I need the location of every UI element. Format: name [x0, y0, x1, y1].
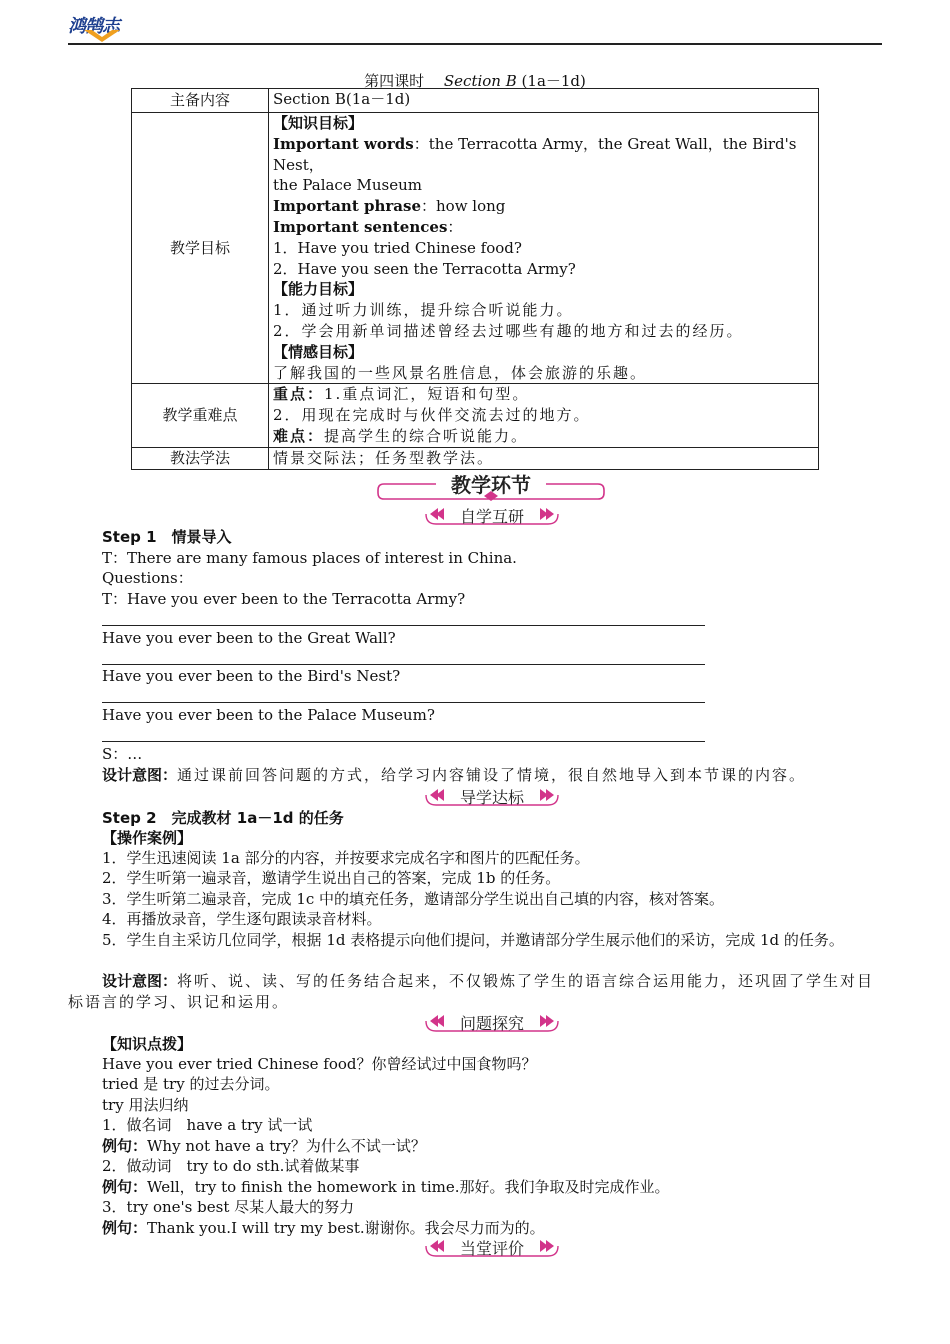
knowledge-line-6: 3．try one's best 尽某人最大的努力	[102, 1198, 355, 1216]
sentence-2: 2．Have you seen the Terracotta Army?	[273, 259, 576, 278]
banner-evaluate-label: 当堂评价	[459, 1239, 524, 1258]
step2-item-4: 4．再播放录音，学生逐句跟读录音材料。	[102, 910, 382, 928]
knowledge-line-2: tried 是 try 的过去分词。	[102, 1075, 280, 1093]
emotion-heading: 【情感目标】	[273, 342, 364, 361]
step2-title: Step 2 完成教材 1a－1d 的任务	[102, 809, 344, 827]
banner-explore	[422, 1009, 562, 1033]
lesson-title: 第四课时 Section B (1a－1d)	[364, 72, 586, 90]
keypoints-cell	[269, 384, 819, 447]
main-content-label: 主备内容	[132, 89, 269, 113]
table-row	[132, 384, 819, 447]
header-rule	[68, 43, 882, 45]
example-1: 例句：Why not have a try？为什么不试一试？	[102, 1137, 426, 1155]
answer-blank-1[interactable]	[102, 625, 705, 626]
step1-q3: Have you ever been to the Bird's Nest?	[102, 667, 401, 685]
knowledge-line-1: Have you ever tried Chinese food？你曾经试过中国食物吗？	[102, 1055, 537, 1073]
banner-guide-label: 导学达标	[459, 788, 524, 807]
logo-text: 鸿鹄志	[68, 16, 119, 37]
main-content-value: Section B(1a－1d)	[269, 89, 819, 113]
important-words: Important words：the Terracotta Army，the Great Wall，the Bird's Nest，	[273, 134, 797, 174]
methods-value: 情景交际法；任务型教学法。	[269, 447, 819, 469]
banner-explore-label: 问题探究	[459, 1014, 524, 1033]
step1-questions-label: Questions：	[102, 569, 193, 587]
banner-main-label: 教学环节	[451, 473, 531, 497]
table-row	[132, 447, 819, 469]
step1-title: Step 1 情景导入	[102, 528, 232, 546]
knowledge-heading: 【知识目标】	[273, 114, 364, 132]
banner-self-study-label: 自学互研	[459, 507, 524, 526]
example-3: 例句：Thank you.I will try my best.谢谢你。我会尽力而为的。	[102, 1219, 545, 1237]
step1-intro: T：There are many famous places of interest in China.	[102, 549, 517, 567]
key-point: 重点：1.重点词汇，短语和句型。	[273, 385, 530, 404]
banner-self-study	[422, 502, 562, 526]
ability-2: 2．学会用新单词描述曾经去过哪些有趣的地方和过去的经历。	[273, 321, 744, 340]
logo	[68, 8, 140, 44]
step2-item-2: 2．学生听第一遍录音，邀请学生说出自己的答案，完成 1b 的任务。	[102, 869, 561, 887]
knowledge-heading: 【知识点拨】	[102, 1035, 193, 1053]
methods-label: 教法学法	[132, 447, 269, 469]
step1-q4: Have you ever been to the Palace Museum?	[102, 706, 435, 724]
key-point-2: 2．用现在完成时与伙伴交流去过的地方。	[273, 406, 591, 425]
sentence-1: 1．Have you tried Chinese food?	[273, 238, 522, 257]
banner-guide	[422, 783, 562, 807]
step2-design: 设计意图：将听、说、读、写的任务结合起来，不仅锻炼了学生的语言综合运用能力，还巩固了学生对目标语言的学习、识记和运用。	[68, 972, 875, 1011]
objectives-label: 教学目标	[132, 113, 269, 384]
ability-1: 1．通过听力训练，提升综合听说能力。	[273, 301, 574, 320]
keypoints-label: 教学重难点	[132, 384, 269, 447]
step1-design: 设计意图：通过课前回答问题的方式，给学习内容铺设了情境，很自然地导入到本节课的内容。	[102, 766, 807, 784]
ability-heading: 【能力目标】	[273, 280, 364, 299]
important-phrase: Important phrase：how long	[273, 197, 506, 216]
step2-item-5: 5．学生自主采访几位同学，根据 1d 表格提示向他们提问，并邀请部分学生展示他们的采访，完成 1d 的任务。	[102, 931, 844, 949]
emotion-1: 了解我国的一些风景名胜信息，体会旅游的乐趣。	[273, 363, 648, 382]
knowledge-line-4: 1．做名词 have a try 试一试	[102, 1116, 313, 1134]
banner-teaching-steps	[376, 469, 606, 503]
step2-item-1: 1．学生迅速阅读 1a 部分的内容，并按要求完成名字和图片的匹配任务。	[102, 849, 590, 867]
banner-evaluate	[422, 1234, 562, 1258]
knowledge-line-5: 2．做动词 try to do sth.试着做某事	[102, 1157, 360, 1175]
lesson-info-table	[131, 88, 819, 470]
logo-chevron-icon	[82, 28, 122, 44]
example-2: 例句：Well，try to finish the homework in time.那好。我们争取及时完成作业。	[102, 1178, 670, 1196]
answer-blank-4[interactable]	[102, 741, 705, 742]
important-sentences: Important sentences：	[273, 217, 463, 236]
step1-s-line: S：…	[102, 745, 143, 763]
answer-blank-3[interactable]	[102, 702, 705, 703]
step2-case-heading: 【操作案例】	[102, 829, 193, 847]
table-row	[132, 89, 819, 113]
objectives-cell	[269, 113, 819, 384]
step1-q2: Have you ever been to the Great Wall?	[102, 629, 396, 647]
step1-q1: T：Have you ever been to the Terracotta Army?	[102, 590, 466, 608]
answer-blank-2[interactable]	[102, 664, 705, 665]
knowledge-line-3: try 用法归纳	[102, 1096, 189, 1114]
important-words-cont: the Palace Museum	[273, 176, 422, 195]
step2-item-3: 3．学生听第二遍录音，完成 1c 中的填充任务，邀请部分学生说出自己填的内容，核对答案。	[102, 890, 725, 908]
table-row	[132, 113, 819, 384]
difficult-point: 难点：提高学生的综合听说能力。	[273, 426, 529, 445]
